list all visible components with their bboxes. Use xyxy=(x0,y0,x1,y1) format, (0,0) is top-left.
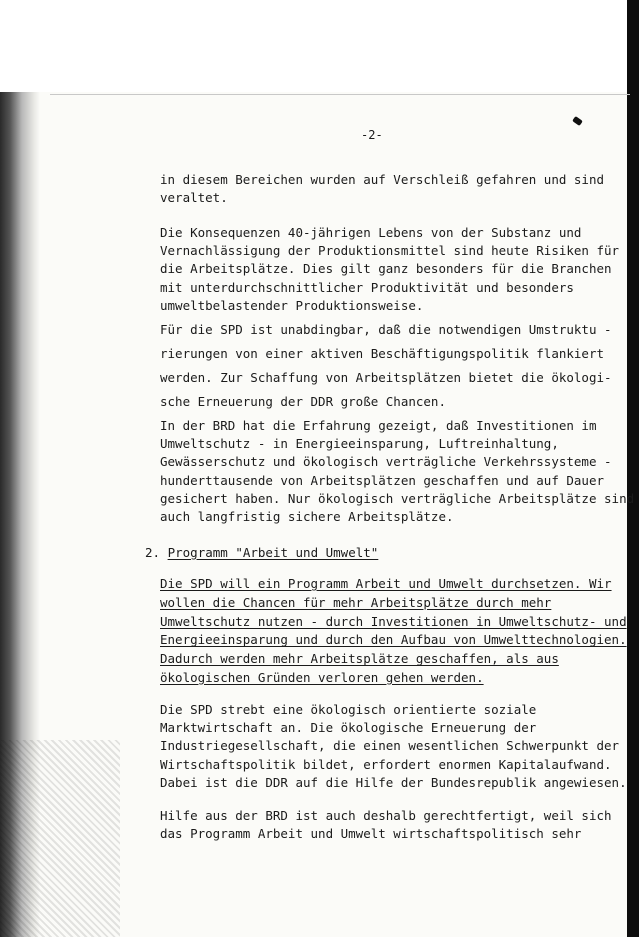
text-line: das Programm Arbeit und Umwelt wirtschaftspolitisch sehr xyxy=(160,826,582,842)
paragraph-6 xyxy=(160,701,627,792)
text-line: Die SPD will ein Programm Arbeit und Umwelt durchsetzen. Wir xyxy=(160,576,612,591)
text-line: in diesem Bereichen wurden auf Verschleiß gefahren und sind xyxy=(160,172,605,187)
text-line: mit unterdurchschnittlicher Produktivität und besonders xyxy=(160,279,574,295)
text-line: Vernachlässigung der Produktionsmittel sind heute Risiken für xyxy=(160,243,620,259)
text-line: Die Konsequenzen 40-jährigen Lebens von der Substanz und xyxy=(160,225,582,240)
text-line: werden. Zur Schaffung von Arbeitsplätzen bietet die ökologi- xyxy=(160,370,612,385)
paragraph-3 xyxy=(160,318,612,414)
section-number: 2. xyxy=(145,545,161,560)
text-line: Umweltschutz nutzen - durch Investitionen in Umweltschutz- und xyxy=(160,613,627,629)
text-line: Dadurch werden mehr Arbeitsplätze geschaffen, als aus xyxy=(160,651,559,667)
page-top-edge xyxy=(50,94,630,95)
text-line: wollen die Chancen für mehr Arbeitsplätze durch mehr xyxy=(160,594,552,610)
text-line: Energieeinsparung und durch den Aufbau von Umwelttechnologien. xyxy=(160,632,627,648)
text-line: ökologischen Gründen verloren gehen werden. xyxy=(160,669,484,685)
text-line: Marktwirtschaft an. Die ökologische Erneuerung der xyxy=(160,720,537,736)
paragraph-4 xyxy=(160,417,634,526)
scan-top-margin xyxy=(0,0,639,92)
text-line: gesichert haben. Nur ökologisch verträgliche Arbeitsplätze sind xyxy=(160,490,635,506)
paragraph-1 xyxy=(160,171,604,207)
text-line: Für die SPD ist unabdingbar, daß die notwendigen Umstruktu - xyxy=(160,322,612,337)
text-line: Gewässerschutz und ökologisch verträgliche Verkehrssysteme - xyxy=(160,454,612,470)
text-line: rierungen von einer aktiven Beschäftigungspolitik flankiert xyxy=(160,346,605,361)
text-line: die Arbeitsplätze. Dies gilt ganz besonders für die Branchen xyxy=(160,261,612,277)
text-line: Industriegesellschaft, die einen wesentlichen Schwerpunkt der xyxy=(160,738,620,754)
text-line: In der BRD hat die Erfahrung gezeigt, daß Investitionen im xyxy=(160,418,597,433)
text-line: auch langfristig sichere Arbeitsplätze. xyxy=(160,509,454,525)
text-line: Wirtschaftspolitik bildet, erfordert enormen Kapitalaufwand. xyxy=(160,756,612,772)
text-line: Hilfe aus der BRD ist auch deshalb gerechtfertigt, weil sich xyxy=(160,808,612,823)
section-heading xyxy=(145,545,378,560)
section-title: Programm "Arbeit und Umwelt" xyxy=(167,545,379,560)
paragraph-2 xyxy=(160,224,619,315)
text-line: Umweltschutz - in Energieeinsparung, Luftreinhaltung, xyxy=(160,436,559,452)
text-line: veraltet. xyxy=(160,190,228,206)
paragraph-5-underlined xyxy=(160,575,627,688)
paragraph-7 xyxy=(160,807,612,843)
page-number: -2- xyxy=(361,128,383,142)
text-line: Die SPD strebt eine ökologisch orientierte soziale xyxy=(160,702,537,717)
text-line: Dabei ist die DDR auf die Hilfe der Bundesrepublik angewiesen. xyxy=(160,774,627,790)
scan-grain xyxy=(0,740,120,937)
text-line: sche Erneuerung der DDR große Chancen. xyxy=(160,394,446,409)
text-line: umweltbelastender Produktionsweise. xyxy=(160,297,424,313)
text-line: hunderttausende von Arbeitsplätzen geschaffen und auf Dauer xyxy=(160,472,605,488)
